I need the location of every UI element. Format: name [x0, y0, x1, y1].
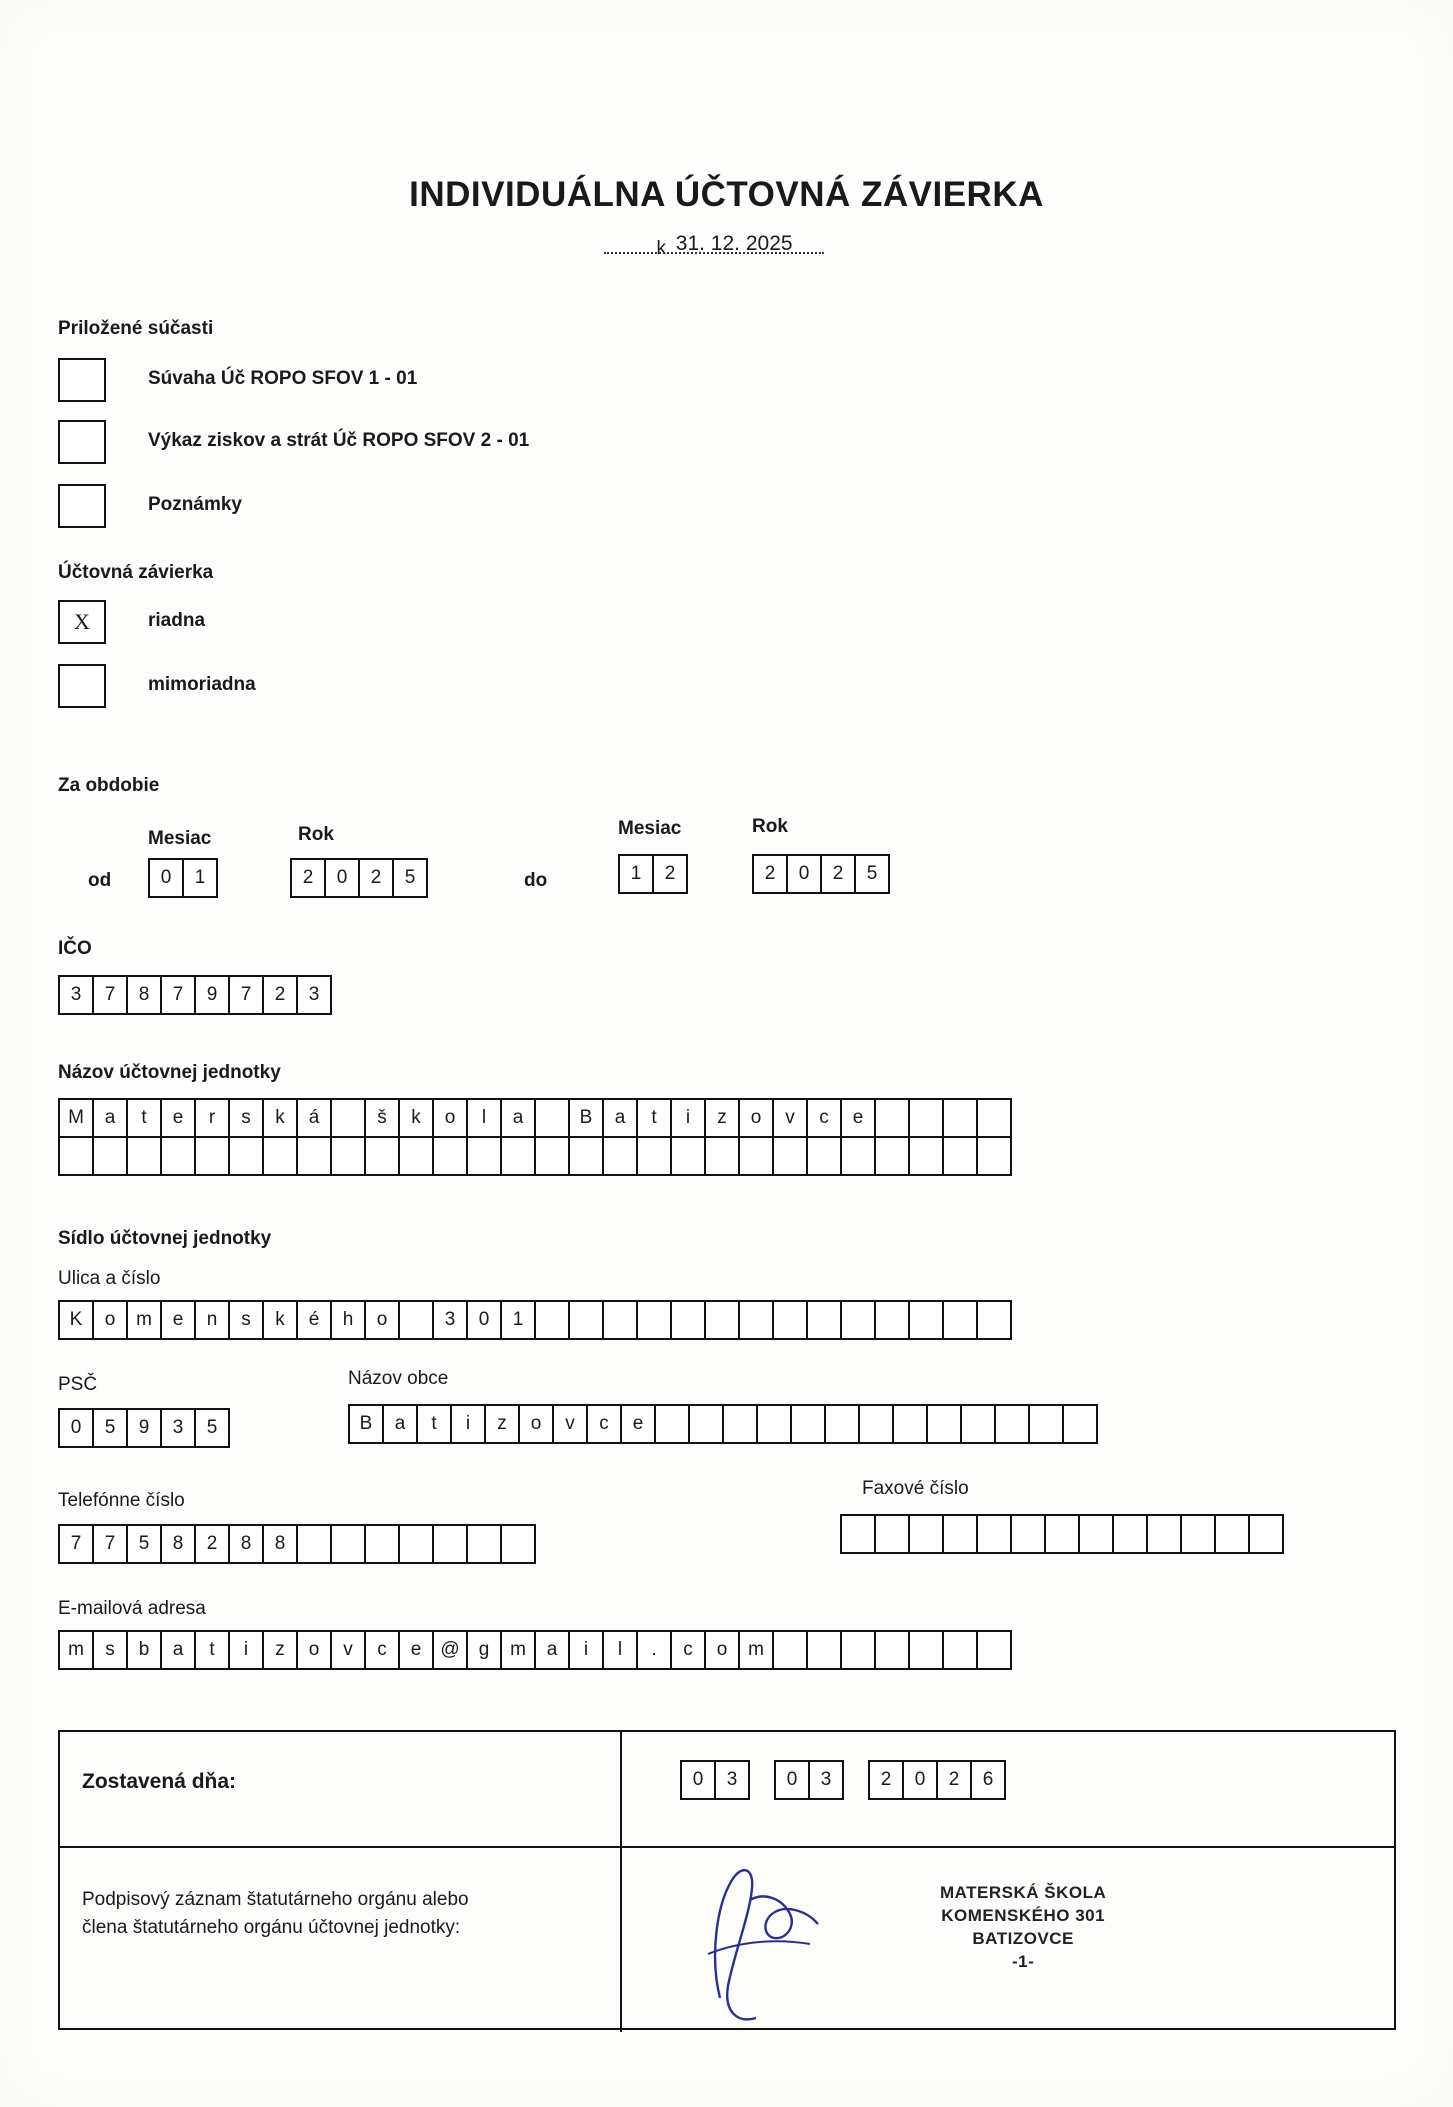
checkbox-label-poznamky: Poznámky: [148, 494, 242, 515]
entity-name-cell[interactable]: l: [466, 1098, 502, 1138]
footer-divider-vertical-bottom: [620, 1846, 622, 2032]
from-year-cell[interactable]: 5: [392, 858, 428, 898]
city-cell[interactable]: i: [450, 1404, 486, 1444]
fax-cell[interactable]: [1044, 1514, 1080, 1554]
to-year-cell[interactable]: 2: [820, 854, 856, 894]
street-cell[interactable]: 1: [500, 1300, 536, 1340]
k-label: k: [656, 238, 666, 259]
fax-cell[interactable]: [908, 1514, 944, 1554]
email-cells[interactable]: [58, 1630, 1012, 1670]
city-cell[interactable]: [756, 1404, 792, 1444]
stamp-line-2: KOMENSKÉHO 301: [941, 1905, 1106, 1925]
to-month-label: Mesiac: [618, 818, 682, 839]
from-year-cell[interactable]: 2: [290, 858, 326, 898]
email-cell[interactable]: c: [670, 1630, 706, 1670]
email-cell[interactable]: v: [330, 1630, 366, 1670]
fax-cell[interactable]: [976, 1514, 1012, 1554]
street-cell[interactable]: e: [160, 1300, 196, 1340]
ico-cell[interactable]: 3: [58, 975, 94, 1015]
email-cell[interactable]: i: [568, 1630, 604, 1670]
from-year-cell[interactable]: 0: [324, 858, 360, 898]
street-cell[interactable]: K: [58, 1300, 94, 1340]
entity-name-cell[interactable]: [738, 1136, 774, 1176]
phone-cell[interactable]: 8: [160, 1524, 196, 1564]
entity-name-cell[interactable]: k: [398, 1098, 434, 1138]
entity-name-cell[interactable]: [160, 1136, 196, 1176]
entity-name-cell[interactable]: [976, 1098, 1012, 1138]
city-cell[interactable]: v: [552, 1404, 588, 1444]
street-cell[interactable]: [738, 1300, 774, 1340]
from-month-cells[interactable]: [148, 858, 218, 898]
email-cell[interactable]: z: [262, 1630, 298, 1670]
street-cell[interactable]: [534, 1300, 570, 1340]
closing-date-value: 31. 12. 2025: [675, 232, 793, 255]
street-cell[interactable]: [670, 1300, 706, 1340]
ico-cell[interactable]: 7: [160, 975, 196, 1015]
checkbox-label-suvaha: Súvaha Úč ROPO SFOV 1 - 01: [148, 368, 418, 389]
entity-name-cell[interactable]: [636, 1136, 672, 1176]
page-title: INDIVIDUÁLNA ÚČTOVNÁ ZÁVIERKA: [409, 175, 1044, 214]
city-cell[interactable]: t: [416, 1404, 452, 1444]
entity-name-cell[interactable]: š: [364, 1098, 400, 1138]
ico-cell[interactable]: 7: [228, 975, 264, 1015]
zip-cell[interactable]: 0: [58, 1408, 94, 1448]
entity-name-cell[interactable]: [228, 1136, 264, 1176]
phone-cell[interactable]: [398, 1524, 434, 1564]
footer-divider-vertical-top: [620, 1732, 622, 1846]
compiled-day-group[interactable]: [680, 1760, 750, 1800]
stamp-line-1: MATERSKÁ ŠKOLA: [940, 1883, 1107, 1902]
phone-cell[interactable]: 8: [228, 1524, 264, 1564]
city-cell[interactable]: c: [586, 1404, 622, 1444]
fax-cell[interactable]: [1214, 1514, 1250, 1554]
email-cell[interactable]: a: [534, 1630, 570, 1670]
to-month-cell[interactable]: 2: [652, 854, 688, 894]
street-cell[interactable]: s: [228, 1300, 264, 1340]
phone-cell[interactable]: [432, 1524, 468, 1564]
phone-cell[interactable]: [500, 1524, 536, 1564]
compiled-year-cell[interactable]: 2: [868, 1760, 904, 1800]
entity-name-cell[interactable]: [92, 1136, 128, 1176]
street-cell[interactable]: k: [262, 1300, 298, 1340]
street-cell[interactable]: 3: [432, 1300, 468, 1340]
street-cell[interactable]: [398, 1300, 434, 1340]
from-month-label: Mesiac: [148, 828, 212, 849]
city-cell[interactable]: z: [484, 1404, 520, 1444]
to-label: do: [524, 870, 548, 891]
ico-cell[interactable]: 3: [296, 975, 332, 1015]
street-cell[interactable]: n: [194, 1300, 230, 1340]
street-cell[interactable]: h: [330, 1300, 366, 1340]
entity-name-cell[interactable]: i: [670, 1098, 706, 1138]
entity-name-cell[interactable]: [840, 1136, 876, 1176]
from-year-cell[interactable]: 2: [358, 858, 394, 898]
ico-cell[interactable]: 2: [262, 975, 298, 1015]
street-cell[interactable]: [806, 1300, 842, 1340]
entity-name-cell[interactable]: M: [58, 1098, 94, 1138]
checkbox-label-riadna: riadna: [148, 610, 206, 631]
email-cell[interactable]: t: [194, 1630, 230, 1670]
city-cell[interactable]: [994, 1404, 1030, 1444]
compiled-day-cell[interactable]: 3: [714, 1760, 750, 1800]
email-cell[interactable]: o: [704, 1630, 740, 1670]
fax-cell[interactable]: [874, 1514, 910, 1554]
checkbox-poznamky[interactable]: [58, 484, 106, 528]
zip-cells[interactable]: [58, 1408, 230, 1448]
phone-cell[interactable]: 7: [92, 1524, 128, 1564]
email-cell[interactable]: i: [228, 1630, 264, 1670]
signature-label-line2: člena štatutárneho orgánu účtovnej jednotky:: [82, 1916, 461, 1938]
email-label: E-mailová adresa: [58, 1598, 206, 1619]
checkbox-mimoriadna[interactable]: [58, 664, 106, 708]
entity-name-cell[interactable]: [602, 1136, 638, 1176]
street-cells[interactable]: [58, 1300, 1012, 1340]
entity-name-cell[interactable]: [704, 1136, 740, 1176]
street-cell[interactable]: [840, 1300, 876, 1340]
entity-name-cell[interactable]: [568, 1136, 604, 1176]
entity-name-cell[interactable]: z: [704, 1098, 740, 1138]
email-cell[interactable]: c: [364, 1630, 400, 1670]
city-cell[interactable]: [1062, 1404, 1098, 1444]
city-label: Názov obce: [348, 1368, 449, 1389]
entity-name-cell[interactable]: [908, 1098, 944, 1138]
street-cell[interactable]: [568, 1300, 604, 1340]
checkbox-label-vykaz: Výkaz ziskov a strát Úč ROPO SFOV 2 - 01: [148, 430, 530, 451]
city-cell[interactable]: [926, 1404, 962, 1444]
city-cell[interactable]: [892, 1404, 928, 1444]
street-cell[interactable]: [772, 1300, 808, 1340]
fax-cell[interactable]: [1010, 1514, 1046, 1554]
street-cell[interactable]: o: [364, 1300, 400, 1340]
email-cell[interactable]: [976, 1630, 1012, 1670]
city-cell[interactable]: B: [348, 1404, 384, 1444]
entity-name-cell[interactable]: [908, 1136, 944, 1176]
city-cell[interactable]: [722, 1404, 758, 1444]
checkbox-vykaz[interactable]: [58, 420, 106, 464]
entity-name-cell[interactable]: [976, 1136, 1012, 1176]
entity-name-label: Názov účtovnej jednotky: [58, 1062, 281, 1083]
street-cell[interactable]: 0: [466, 1300, 502, 1340]
fax-cell[interactable]: [1180, 1514, 1216, 1554]
email-cell[interactable]: [874, 1630, 910, 1670]
entity-name-cell[interactable]: a: [602, 1098, 638, 1138]
entity-name-cell[interactable]: e: [840, 1098, 876, 1138]
date-dotted-line: [604, 252, 824, 254]
from-month-cell[interactable]: 0: [148, 858, 184, 898]
to-year-label: Rok: [752, 816, 788, 837]
email-cell[interactable]: @: [432, 1630, 468, 1670]
to-month-cells[interactable]: [618, 854, 688, 894]
entity-name-cell[interactable]: k: [262, 1098, 298, 1138]
entity-name-cell[interactable]: [432, 1136, 468, 1176]
email-cell[interactable]: o: [296, 1630, 332, 1670]
from-year-cells[interactable]: [290, 858, 428, 898]
email-cell[interactable]: [772, 1630, 808, 1670]
email-cell[interactable]: l: [602, 1630, 638, 1670]
entity-name-cell[interactable]: e: [160, 1098, 196, 1138]
city-cell[interactable]: a: [382, 1404, 418, 1444]
entity-name-cell[interactable]: [330, 1098, 366, 1138]
phone-cell[interactable]: 8: [262, 1524, 298, 1564]
entity-name-cell[interactable]: o: [738, 1098, 774, 1138]
fax-cells[interactable]: [840, 1514, 1284, 1554]
compiled-year-group[interactable]: [868, 1760, 1006, 1800]
entity-name-cell[interactable]: c: [806, 1098, 842, 1138]
from-label: od: [88, 870, 112, 891]
email-cell[interactable]: [908, 1630, 944, 1670]
phone-cell[interactable]: 5: [126, 1524, 162, 1564]
entity-name-cell[interactable]: [398, 1136, 434, 1176]
city-cell[interactable]: [688, 1404, 724, 1444]
city-cell[interactable]: [1028, 1404, 1064, 1444]
street-cell[interactable]: [976, 1300, 1012, 1340]
from-month-cell[interactable]: 1: [182, 858, 218, 898]
city-cell[interactable]: e: [620, 1404, 656, 1444]
to-year-cell[interactable]: 2: [752, 854, 788, 894]
street-cell[interactable]: [602, 1300, 638, 1340]
entity-name-cell[interactable]: [772, 1136, 808, 1176]
entity-name-cell[interactable]: o: [432, 1098, 468, 1138]
footer-box: [58, 1730, 1396, 2030]
compiled-year-cell[interactable]: 0: [902, 1760, 938, 1800]
city-cells[interactable]: [348, 1404, 1098, 1444]
city-cell[interactable]: [858, 1404, 894, 1444]
entity-name-cell[interactable]: [126, 1136, 162, 1176]
ico-cell[interactable]: 9: [194, 975, 230, 1015]
ico-label: IČO: [58, 938, 92, 959]
compiled-month-cell[interactable]: 0: [774, 1760, 810, 1800]
to-year-cell[interactable]: 5: [854, 854, 890, 894]
to-year-cell[interactable]: 0: [786, 854, 822, 894]
city-cell[interactable]: [824, 1404, 860, 1444]
entity-name-cell[interactable]: [58, 1136, 94, 1176]
entity-name-cell[interactable]: [534, 1136, 570, 1176]
entity-name-cell[interactable]: [670, 1136, 706, 1176]
phone-cell[interactable]: [364, 1524, 400, 1564]
fax-cell[interactable]: [840, 1514, 876, 1554]
entity-name-cell[interactable]: t: [126, 1098, 162, 1138]
closing-type-heading: Účtovná závierka: [58, 562, 214, 583]
ico-cell[interactable]: 7: [92, 975, 128, 1015]
entity-name-cell[interactable]: [942, 1098, 978, 1138]
street-cell[interactable]: [704, 1300, 740, 1340]
attachments-heading: Priložené súčasti: [58, 318, 214, 339]
street-cell[interactable]: o: [92, 1300, 128, 1340]
entity-name-cell[interactable]: [364, 1136, 400, 1176]
city-cell[interactable]: [654, 1404, 690, 1444]
email-cell[interactable]: b: [126, 1630, 162, 1670]
entity-name-cell[interactable]: á: [296, 1098, 332, 1138]
phone-cells[interactable]: [58, 1524, 536, 1564]
zip-cell[interactable]: 3: [160, 1408, 196, 1448]
entity-name-row2[interactable]: [58, 1136, 1012, 1176]
entity-name-row1[interactable]: [58, 1098, 1012, 1138]
email-cell[interactable]: .: [636, 1630, 672, 1670]
zip-cell[interactable]: 5: [92, 1408, 128, 1448]
street-cell[interactable]: [636, 1300, 672, 1340]
city-cell[interactable]: o: [518, 1404, 554, 1444]
zip-cell[interactable]: 5: [194, 1408, 230, 1448]
stamp-line-3: BATIZOVCE: [972, 1928, 1074, 1948]
email-cell[interactable]: s: [92, 1630, 128, 1670]
compiled-on-label: Zostavená dňa:: [82, 1770, 237, 1793]
entity-name-cell[interactable]: [262, 1136, 298, 1176]
from-year-label: Rok: [298, 824, 334, 845]
entity-name-cell[interactable]: s: [228, 1098, 264, 1138]
entity-name-cell[interactable]: r: [194, 1098, 230, 1138]
to-month-cell[interactable]: 1: [618, 854, 654, 894]
checkbox-suvaha[interactable]: [58, 358, 106, 402]
street-cell[interactable]: é: [296, 1300, 332, 1340]
fax-label: Faxové číslo: [862, 1478, 969, 1499]
organization-stamp: [940, 1882, 1106, 1974]
email-cell[interactable]: [942, 1630, 978, 1670]
fax-cell[interactable]: [1112, 1514, 1148, 1554]
street-cell[interactable]: [942, 1300, 978, 1340]
phone-cell[interactable]: [330, 1524, 366, 1564]
zip-cell[interactable]: 9: [126, 1408, 162, 1448]
compiled-month-group[interactable]: [774, 1760, 844, 1800]
compiled-date-cells[interactable]: [680, 1760, 1030, 1800]
compiled-day-cell[interactable]: 0: [680, 1760, 716, 1800]
fax-cell[interactable]: [1146, 1514, 1182, 1554]
email-cell[interactable]: g: [466, 1630, 502, 1670]
email-cell[interactable]: m: [738, 1630, 774, 1670]
email-cell[interactable]: [806, 1630, 842, 1670]
phone-cell[interactable]: [296, 1524, 332, 1564]
fax-cell[interactable]: [1078, 1514, 1114, 1554]
entity-name-cell[interactable]: [466, 1136, 502, 1176]
street-cell[interactable]: [908, 1300, 944, 1340]
zip-label: PSČ: [58, 1374, 98, 1395]
street-cell[interactable]: m: [126, 1300, 162, 1340]
street-label: Ulica a číslo: [58, 1268, 161, 1289]
compiled-month-cell[interactable]: 3: [808, 1760, 844, 1800]
entity-name-cell[interactable]: [534, 1098, 570, 1138]
handwritten-signature: [690, 1858, 910, 2028]
fax-cell[interactable]: [942, 1514, 978, 1554]
entity-name-cell[interactable]: [500, 1136, 536, 1176]
phone-cell[interactable]: [466, 1524, 502, 1564]
entity-name-cell[interactable]: [874, 1136, 910, 1176]
entity-name-cell[interactable]: t: [636, 1098, 672, 1138]
entity-name-cell[interactable]: [806, 1136, 842, 1176]
street-cell[interactable]: [874, 1300, 910, 1340]
to-year-cells[interactable]: [752, 854, 890, 894]
email-cell[interactable]: m: [500, 1630, 536, 1670]
entity-name-cell[interactable]: [296, 1136, 332, 1176]
entity-name-cell[interactable]: [942, 1136, 978, 1176]
city-cell[interactable]: [790, 1404, 826, 1444]
ico-cells[interactable]: [58, 975, 332, 1015]
entity-name-cell[interactable]: [194, 1136, 230, 1176]
fax-cell[interactable]: [1248, 1514, 1284, 1554]
email-cell[interactable]: e: [398, 1630, 434, 1670]
stamp-page-number: -1-: [1012, 1951, 1035, 1971]
entity-name-cell[interactable]: v: [772, 1098, 808, 1138]
compiled-year-cell[interactable]: 2: [936, 1760, 972, 1800]
signature-label: [82, 1886, 469, 1941]
compiled-year-cell[interactable]: 6: [970, 1760, 1006, 1800]
entity-name-cell[interactable]: [874, 1098, 910, 1138]
phone-cell[interactable]: 2: [194, 1524, 230, 1564]
checkbox-riadna[interactable]: X: [58, 600, 106, 644]
city-cell[interactable]: [960, 1404, 996, 1444]
checkbox-label-mimoriadna: mimoriadna: [148, 674, 256, 695]
phone-label: Telefónne číslo: [58, 1490, 185, 1511]
entity-name-cell[interactable]: [330, 1136, 366, 1176]
email-cell[interactable]: m: [58, 1630, 94, 1670]
email-cell[interactable]: [840, 1630, 876, 1670]
period-heading: Za obdobie: [58, 775, 160, 796]
ico-cell[interactable]: 8: [126, 975, 162, 1015]
phone-cell[interactable]: 7: [58, 1524, 94, 1564]
entity-name-cell[interactable]: a: [500, 1098, 536, 1138]
address-heading: Sídlo účtovnej jednotky: [58, 1228, 272, 1249]
entity-name-cell[interactable]: B: [568, 1098, 604, 1138]
signature-label-line1: Podpisový záznam štatutárneho orgánu alebo: [82, 1889, 469, 1910]
footer-divider-horizontal: [60, 1846, 1394, 1848]
entity-name-cell[interactable]: a: [92, 1098, 128, 1138]
email-cell[interactable]: a: [160, 1630, 196, 1670]
